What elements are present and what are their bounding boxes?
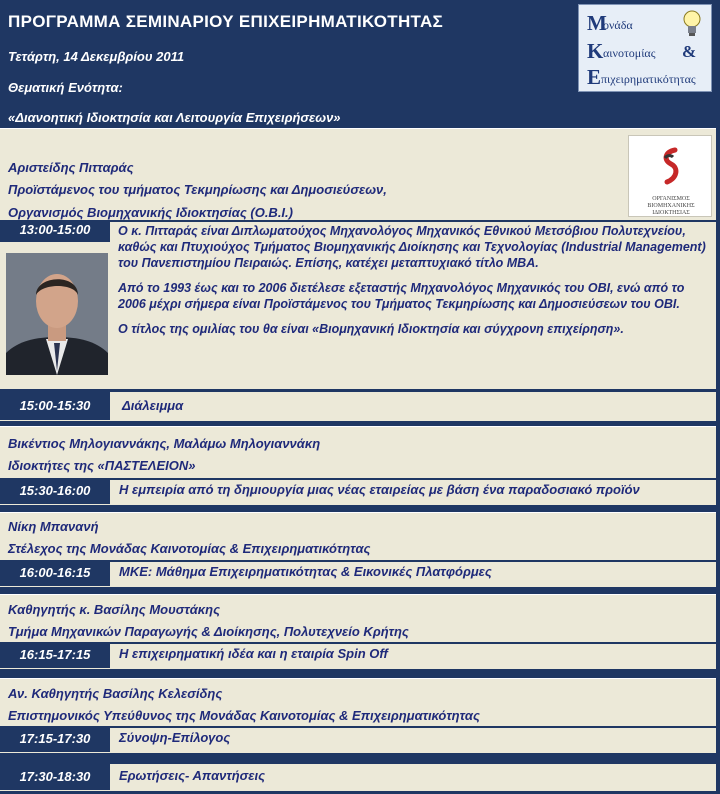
talk-title: ΜΚΕ: Μάθημα Επιχειρηματικότητας & Εικονικές Πλατφόρμες (119, 564, 492, 579)
logo-letter-e: Ε (587, 65, 602, 89)
obi-emblem-icon (657, 146, 685, 186)
talk-title: Ερωτήσεις- Απαντήσεις (119, 768, 266, 783)
time-slot: 15:00-15:30 (0, 392, 110, 420)
speaker-band-5 (0, 594, 716, 643)
talk-title: Η εμπειρία από τη δημιουργία μιας νέας εταιρείας με βάση ένα παραδοσιακό προϊόν (119, 482, 640, 497)
logo-word-epixeirimatikotitas: πιχειρηματικότητας (601, 72, 696, 86)
speaker-band-3 (0, 426, 716, 479)
speaker-bio (118, 223, 712, 346)
bio-paragraph: Ο κ. Πιτταράς είναι Διπλωματούχος Μηχανολόγος Μηχανικός Εθνικού Μετσόβιου Πολυτεχνείου, καθώς και Πτυχιούχος Τμήματος Βιομηχανικής Διοίκησης και Τεχνολογίας (Industrial Management) του Πανεπιστημίου Πειραιώς. Επίσης, κατέχει μεταπτυχιακό τίτλο ΜΒΑ. (118, 224, 706, 270)
speaker-band-4 (0, 512, 716, 561)
speaker-name: Αν. Καθηγητής Βασίλης Κελεσίδης (8, 686, 223, 701)
speaker-photo-image (6, 253, 108, 375)
logo-letter-k: Κ (587, 39, 604, 63)
obi-logo-text-2: ΒΙΟΜΗΧΑΝΙΚΗΣ (647, 203, 695, 209)
speaker-role: Τμήμα Μηχανικών Παραγωγής & Διοίκησης, Πολυτεχνείο Κρήτης (8, 624, 409, 639)
bio-paragraph: Από το 1993 έως και το 2006 διετέλεσε εξεταστής Μηχανολόγος Μηχανικός του ΟΒΙ, ενώ από το 2006 μέχρι σήμερα είναι Προϊστάμενος του Τμήματος Τεκμηρίωσης και Δημοσιεύσεων του ΟΒΙ. (118, 281, 685, 311)
speaker-role: Προϊστάμενος του τμήματος Τεκμηρίωσης και Δημοσιεύσεων, (8, 182, 387, 197)
speaker-role: Επιστημονικός Υπεύθυνος της Μονάδας Καινοτομίας & Επιχειρηματικότητας (8, 708, 480, 723)
program-title: ΠΡΟΓΡΑΜΜΑ ΣΕΜΙΝΑΡΙΟΥ ΕΠΙΧΕΙΡΗΜΑΤΙΚΟΤΗΤΑΣ (8, 12, 444, 31)
program-header (0, 0, 720, 128)
speaker-role: Ιδιοκτήτες της «ΠΑΣΤΕΛΕΙΟΝ» (8, 458, 196, 473)
logo-word-monada: ονάδα (603, 18, 633, 32)
speaker-name: Νίκη Μπανανή (8, 519, 99, 534)
speaker-band-6 (0, 678, 716, 727)
speaker-org: Οργανισμός Βιομηχανικής Ιδιοκτησίας (Ο.Β.Ι.) (8, 205, 293, 220)
time-slot: 17:30-18:30 (0, 764, 110, 790)
lightbulb-icon (681, 9, 703, 39)
speaker-name: Βικέντιος Μηλογιαννάκης, Μαλάμω Μηλογιαννάκη (8, 436, 321, 451)
talk-title: Σύνοψη-Επίλογος (119, 730, 231, 745)
mke-logo (578, 4, 712, 92)
talk-title: Διάλειμμα (122, 398, 184, 413)
unit-name: «Διανοητική Ιδιοκτησία και Λειτουργία Επιχειρήσεων» (8, 110, 341, 125)
logo-letter-m: Μ (587, 11, 607, 35)
obi-logo-text-3: ΙΔΙΟΚΤΗΣΙΑΣ (652, 210, 690, 216)
speaker-name: Καθηγητής κ. Βασίλης Μουστάκης (8, 602, 220, 617)
speaker-band-1 (0, 128, 716, 221)
unit-label: Θεματική Ενότητα: (8, 80, 123, 95)
logo-ampersand: & (682, 42, 697, 61)
time-slot: 16:00-16:15 (0, 560, 110, 586)
speaker-photo (6, 253, 108, 375)
time-slot: 17:15-17:30 (0, 726, 110, 752)
bio-paragraph: Ο τίτλος της ομιλίας του θα είναι «Βιομηχανική Ιδιοκτησία και σύγχρονη επιχείρηση». (118, 322, 624, 336)
time-slot: 16:15-17:15 (0, 642, 110, 668)
logo-word-kainotomias: αινοτομίας (603, 46, 656, 60)
talk-title: Η επιχειρηματική ιδέα και η εταιρία Spin Off (119, 646, 388, 661)
speaker-name: Αριστείδης Πιτταράς (8, 160, 134, 175)
obi-logo (628, 135, 712, 217)
speaker-role: Στέλεχος της Μονάδας Καινοτομίας & Επιχειρηματικότητας (8, 541, 371, 556)
obi-logo-text-1: ΟΡΓΑΝΙΣΜΟΣ (652, 196, 690, 202)
program-date: Τετάρτη, 14 Δεκεμβρίου 2011 (8, 49, 185, 64)
time-slot: 15:30-16:00 (0, 478, 110, 504)
time-slot: 13:00-15:00 (0, 220, 110, 242)
